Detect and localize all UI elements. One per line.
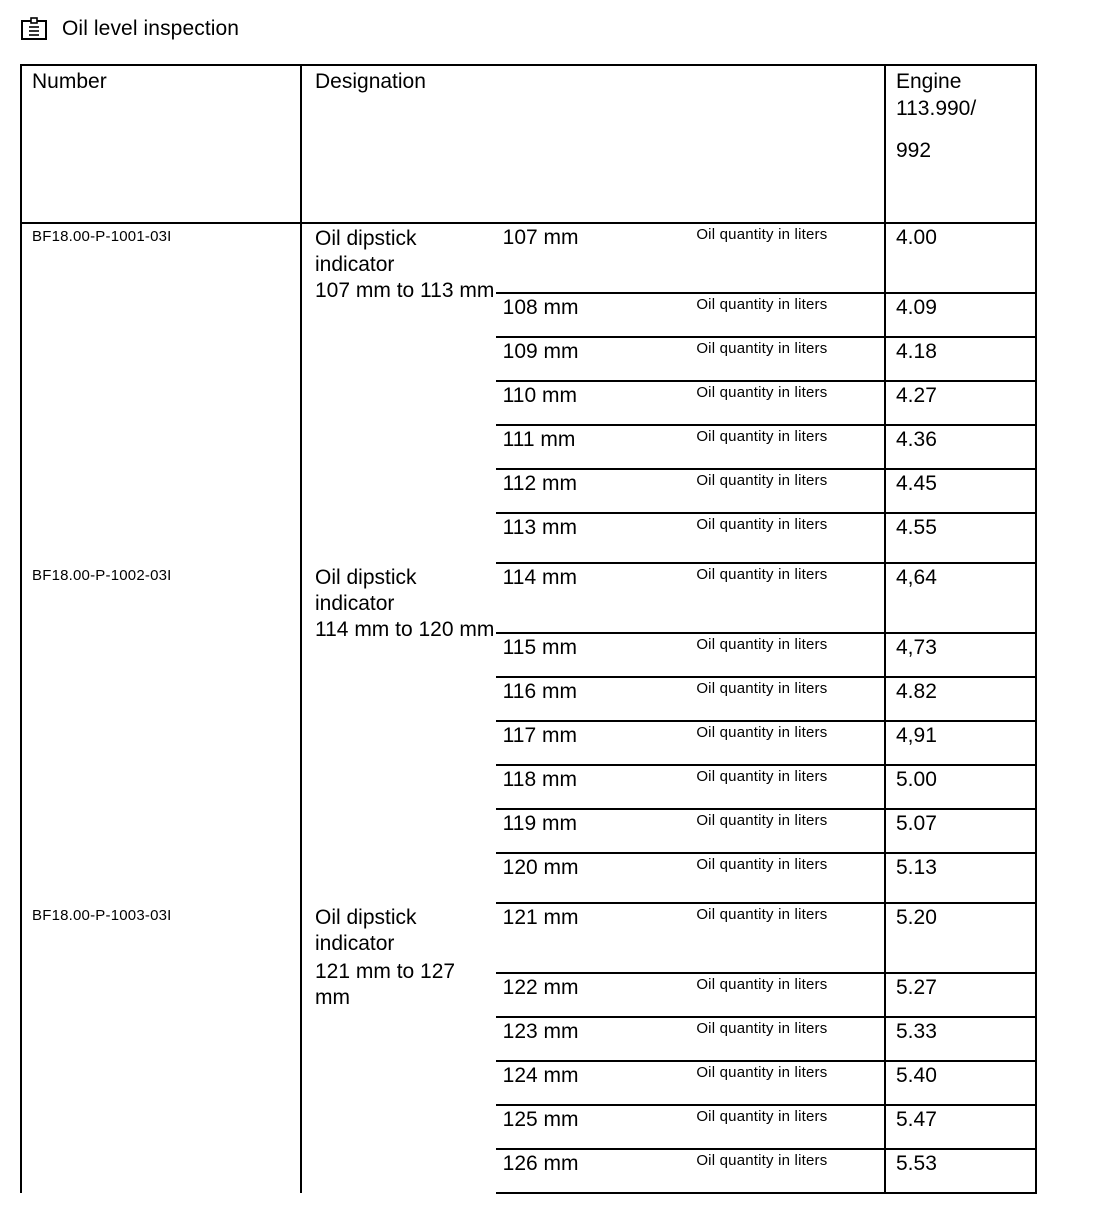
designation-range: 114 mm to 120 mm xyxy=(315,618,495,641)
oil-quantity-value: 4.00 xyxy=(896,226,937,249)
oil-quantity-value: 4.82 xyxy=(896,680,937,703)
dipstick-mm: 108 mm xyxy=(502,296,579,319)
oil-quantity-value: 4.09 xyxy=(896,296,937,319)
table-row xyxy=(21,563,1036,633)
dipstick-mm: 114 mm xyxy=(502,566,577,589)
oil-quantity-value: 4,91 xyxy=(896,724,937,747)
oil-level-table xyxy=(20,64,1037,1194)
quantity-label: Oil quantity in liters xyxy=(696,636,828,653)
document-number: BF18.00-P-1002-03I xyxy=(32,567,172,584)
dipstick-mm: 112 mm xyxy=(502,472,577,495)
oil-quantity-value: 5.27 xyxy=(896,976,937,999)
designation-range: 121 mm to 127 mm xyxy=(315,960,456,1009)
group-designation-cell xyxy=(301,903,496,1193)
oil-quantity-value: 4.18 xyxy=(896,340,937,363)
dipstick-mm: 110 mm xyxy=(502,384,577,407)
quantity-label: Oil quantity in liters xyxy=(696,1108,828,1125)
dipstick-mm: 109 mm xyxy=(502,340,579,363)
column-header-engine xyxy=(885,65,1036,223)
oil-quantity-value: 4.27 xyxy=(896,384,937,407)
page-title: Oil level inspection xyxy=(62,17,240,40)
column-header-number-label: Number xyxy=(32,70,107,93)
quantity-label: Oil quantity in liters xyxy=(696,768,828,785)
group-number-cell xyxy=(21,563,301,903)
document-number: BF18.00-P-1001-03I xyxy=(32,228,172,245)
designation-range: 107 mm to 113 mm xyxy=(315,279,495,302)
designation-title: Oil dipstick indicator xyxy=(315,227,417,276)
quantity-label: Oil quantity in liters xyxy=(696,1020,828,1037)
dipstick-mm: 126 mm xyxy=(502,1152,579,1175)
engine-code-part1: 113.990/ xyxy=(896,97,977,120)
quantity-label: Oil quantity in liters xyxy=(696,516,828,533)
column-header-designation-label: Designation xyxy=(315,70,426,93)
oil-quantity-value: 4.55 xyxy=(896,516,937,539)
quantity-label: Oil quantity in liters xyxy=(696,856,828,873)
column-header-number xyxy=(21,65,301,223)
table-row xyxy=(21,903,1036,973)
dipstick-mm: 125 mm xyxy=(502,1108,579,1131)
dipstick-mm: 124 mm xyxy=(502,1064,579,1087)
quantity-label: Oil quantity in liters xyxy=(696,1064,828,1081)
group-designation-cell xyxy=(301,223,496,563)
oil-quantity-value: 4,73 xyxy=(896,636,937,659)
quantity-label: Oil quantity in liters xyxy=(696,1152,828,1169)
quantity-label: Oil quantity in liters xyxy=(696,226,828,243)
dipstick-mm: 107 mm xyxy=(502,226,579,249)
dipstick-mm: 115 mm xyxy=(502,636,577,659)
dipstick-mm: 123 mm xyxy=(502,1020,579,1043)
group-designation-cell xyxy=(301,563,496,903)
group-number-cell xyxy=(21,903,301,1193)
engine-label: Engine xyxy=(896,70,962,93)
oil-quantity-value: 4.36 xyxy=(896,428,937,451)
quantity-label: Oil quantity in liters xyxy=(696,566,828,583)
quantity-label: Oil quantity in liters xyxy=(696,472,828,489)
designation-title: Oil dipstick indicator xyxy=(315,566,417,615)
quantity-label: Oil quantity in liters xyxy=(696,724,828,741)
quantity-label: Oil quantity in liters xyxy=(696,296,828,313)
oil-quantity-value: 5.33 xyxy=(896,1020,937,1043)
dipstick-mm: 118 mm xyxy=(502,768,577,791)
group-number-cell xyxy=(21,223,301,563)
quantity-label: Oil quantity in liters xyxy=(696,906,828,923)
oil-quantity-value: 5.47 xyxy=(896,1108,937,1131)
oil-quantity-value: 4,64 xyxy=(896,566,937,589)
designation-title: Oil dipstick indicator xyxy=(315,906,417,955)
dipstick-mm: 117 mm xyxy=(502,724,577,747)
quantity-label: Oil quantity in liters xyxy=(696,340,828,357)
dipstick-mm: 121 mm xyxy=(502,906,579,929)
quantity-label: Oil quantity in liters xyxy=(696,384,828,401)
document-list-icon xyxy=(20,17,48,41)
oil-quantity-value: 5.40 xyxy=(896,1064,937,1087)
oil-quantity-value: 5.20 xyxy=(896,906,937,929)
oil-quantity-value: 4.45 xyxy=(896,472,937,495)
dipstick-mm: 122 mm xyxy=(502,976,579,999)
dipstick-mm: 119 mm xyxy=(502,812,577,835)
oil-quantity-value: 5.53 xyxy=(896,1152,937,1175)
dipstick-mm: 111 mm xyxy=(502,428,576,451)
quantity-label: Oil quantity in liters xyxy=(696,428,828,445)
column-header-designation xyxy=(301,65,885,223)
quantity-label: Oil quantity in liters xyxy=(696,976,828,993)
dipstick-mm: 116 mm xyxy=(502,680,577,703)
oil-quantity-value: 5.07 xyxy=(896,812,937,835)
engine-code-part2: 992 xyxy=(896,139,932,162)
page-header xyxy=(20,14,239,44)
quantity-label: Oil quantity in liters xyxy=(696,680,828,697)
dipstick-mm: 120 mm xyxy=(502,856,579,879)
dipstick-mm: 113 mm xyxy=(502,516,577,539)
oil-quantity-value: 5.13 xyxy=(896,856,937,879)
quantity-label: Oil quantity in liters xyxy=(696,812,828,829)
table-header-row xyxy=(21,65,1036,223)
document-number: BF18.00-P-1003-03I xyxy=(32,907,172,924)
oil-quantity-value: 5.00 xyxy=(896,768,937,791)
table-row xyxy=(21,223,1036,293)
